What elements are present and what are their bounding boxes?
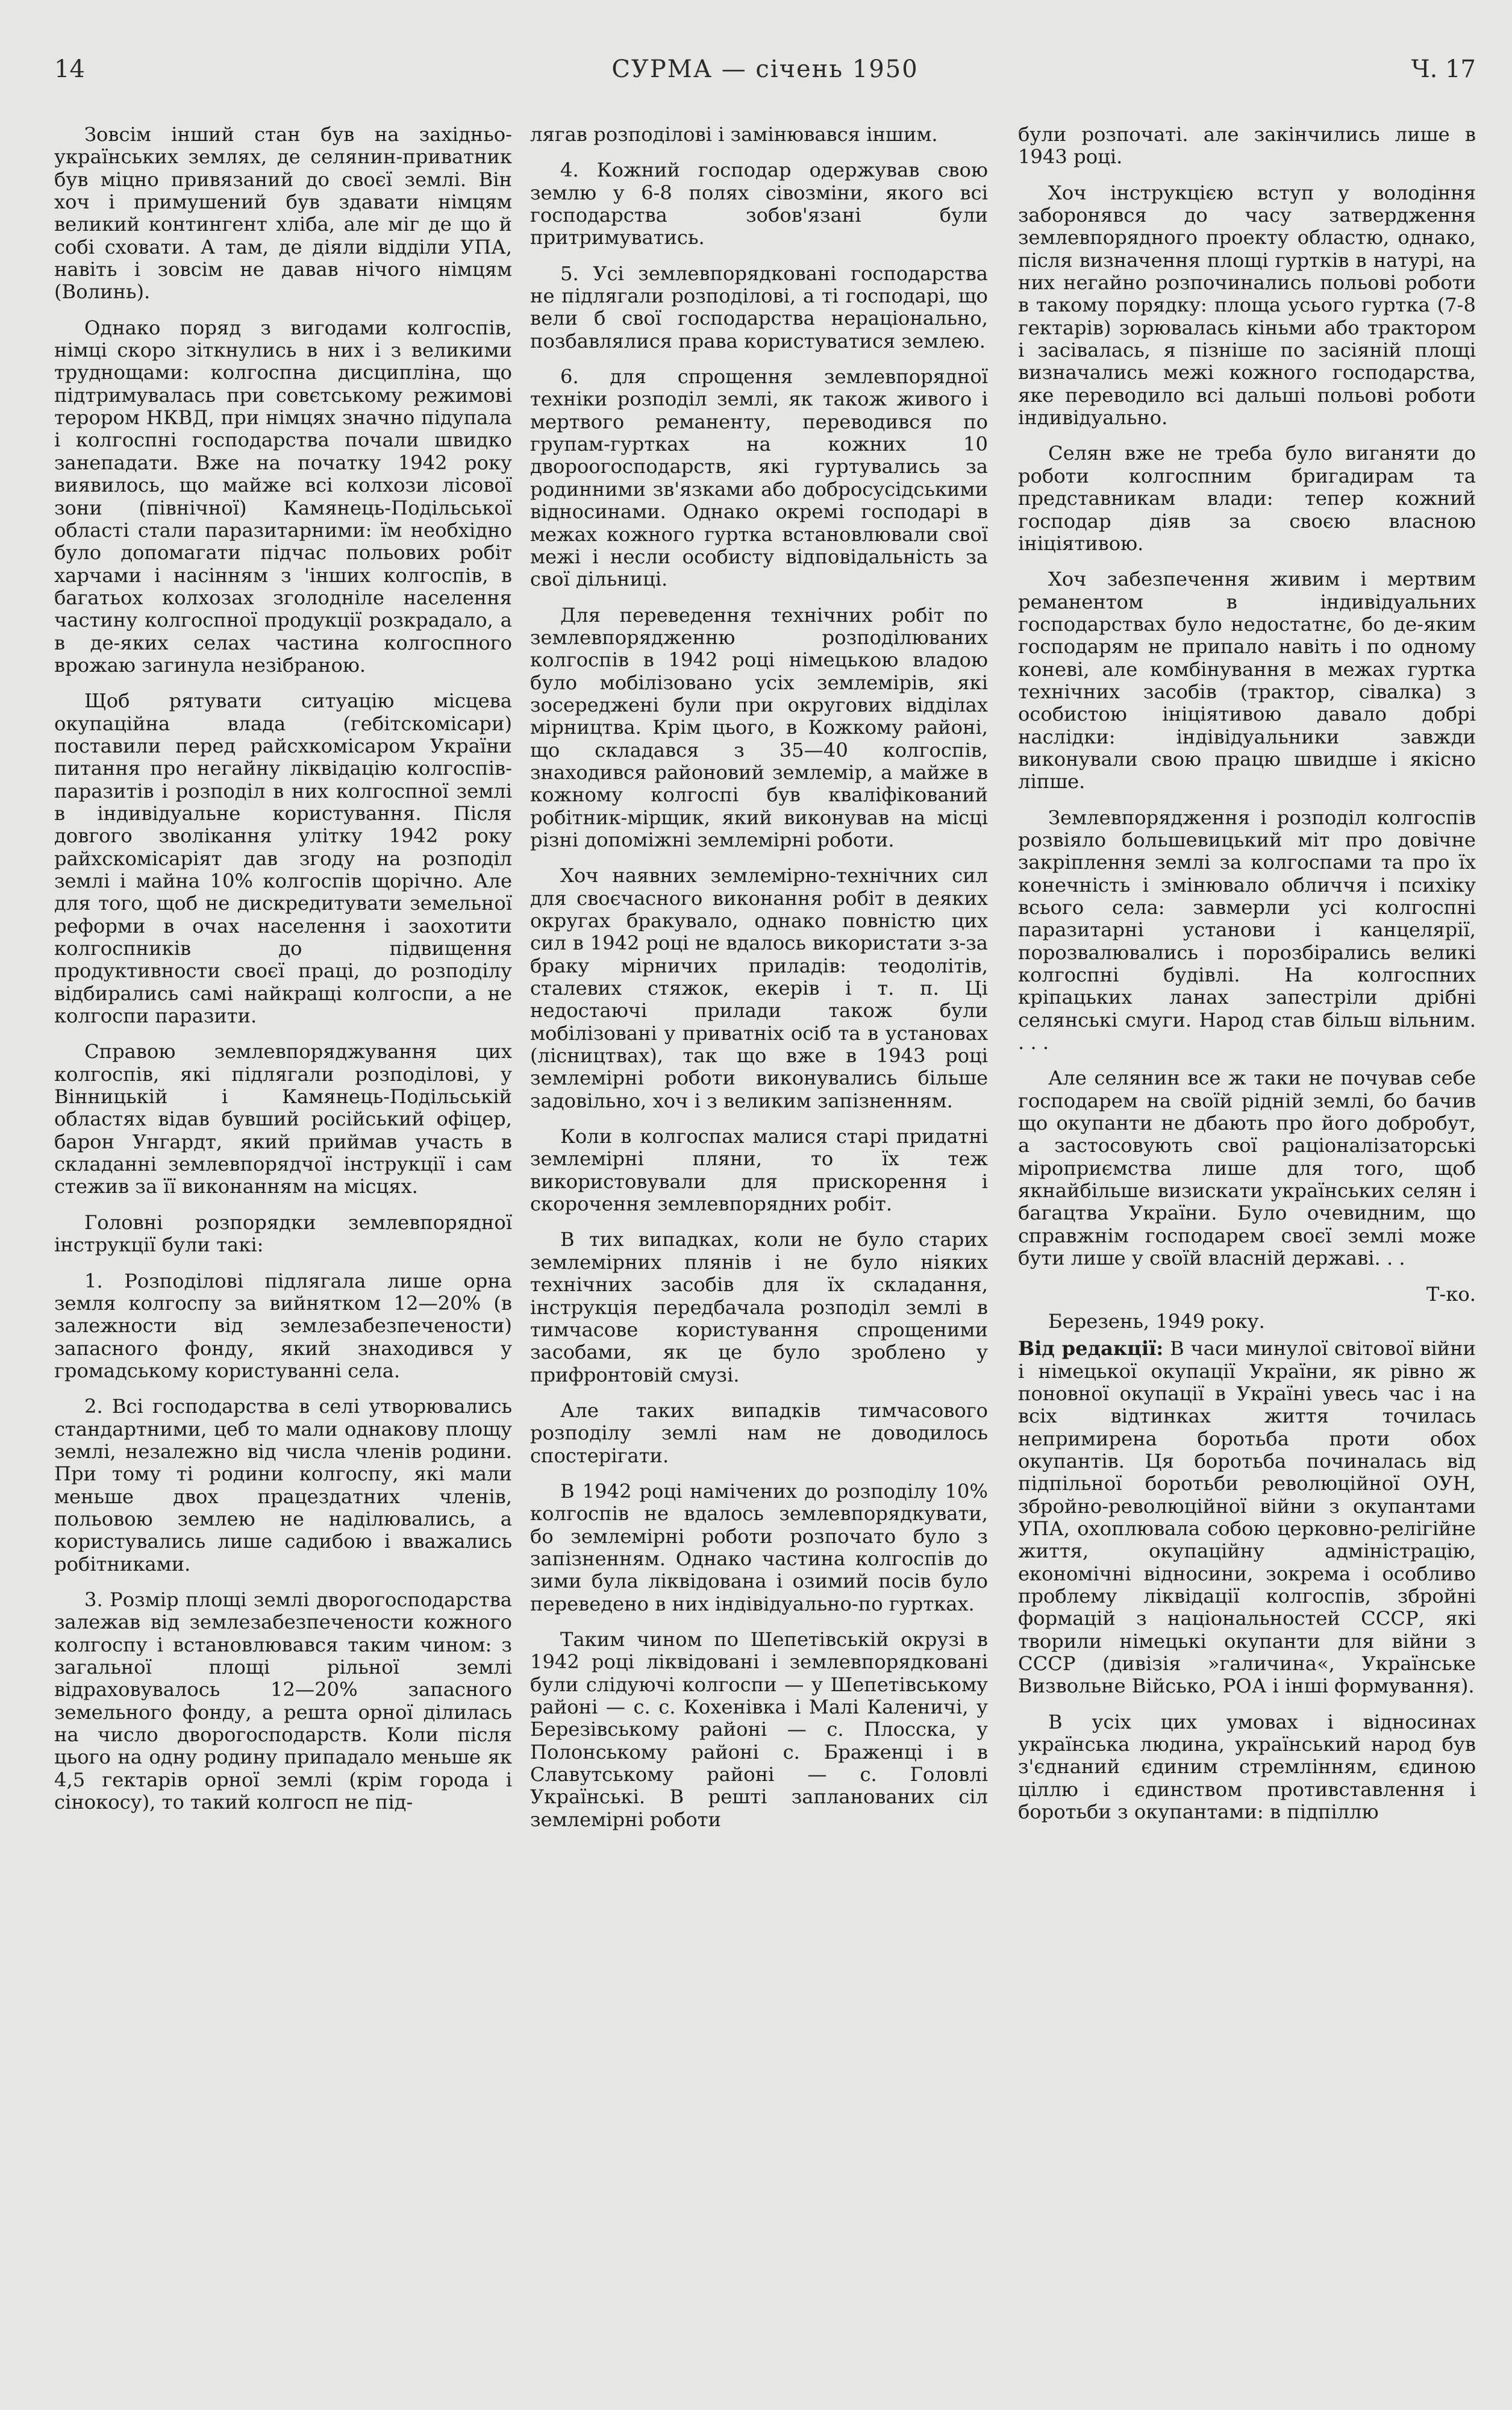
paragraph: Зовсім інший стан був на західньо-українських землях, де селянин-приватник був міцно привязаний до своєї землі. Він хоч і примушений був здавати німцям великий контингент хліба, але міг де що й собі сховати. А там, де діяли відділи УПА, навіть і зовсім не давав нічого німцям (Волинь). — [54, 123, 512, 304]
paragraph: Але таких випадків тимчасового розподілу землі нам не доводилось спостерігати. — [530, 1398, 988, 1467]
paragraph: Хоч забезпечення живим і мертвим реманентом в індивідуальних господарствах було недостатнє, бо де-яким господарям не припало навіть і по одному коневі, але комбінування в межах гуртка технічних засобів (трактор, сівалка) з особистою ініціятивою давало добрі наслідки: індівідуальники завжди виконували свою працю швидше і якісно ліпше. — [1018, 568, 1476, 793]
publication-title: СУРМА — січень 1950 — [611, 55, 919, 83]
paragraph: Хоч наявних землемірно-технічних сил для своєчасного виконання робіт в деяких округах бракувало, однако повністю цих сил в 1942 році не вдалось використати з-за браку мірничих приладів: теодолітів, сталевих стяжок, екерів і т. п. Ці недостаючі прилади також були мобілізовані у приватніх осіб та в установах (лісництвах), так що вже в 1943 році землемірні роботи виконувались більше задовільно, хоч і з великим запізненням. — [530, 864, 988, 1112]
paragraph: 2. Всі господарства в селі утворювались стандартними, цеб то мали однакову площу землі, незалежно від числа членів родини. При тому ті родини колгоспу, які мали меньше двох працездатних членів, польовою землею не наділювались, а користувались лише садибою і вважались робітниками. — [54, 1395, 512, 1576]
paragraph: Справою землевпоряджування цих колгоспів, які підлягали розподілові, у Вінницькій і Камянець-Подільській областях відав бувший російський офіцер, барон Унгардт, який приймав участь в складанні землевпорядчої інструкції і сам стежив за її виконанням на місцях. — [54, 1040, 512, 1198]
column-2 — [530, 124, 988, 1844]
editorial-text: В часи минулої світової війни і німецької окупації України, як рівно ж поновної окупації в Україні увесь час і на всіх відтинках життя точилась непримирена боротьба проти обох окупантів. Ця боротьба починалась від підпільної боротьби революційної ОУН, збройно-революційної війни з окупантами УПА, охоплювала собою церковно-релігійне життя, окупаційну адміністрацію, економічні відносини, зокрема і особливо проблему ліквідації колгоспів, збройні формацій з національностей СССР, які творили німецькі окупанти для війни з СССР (дивізія »галичина«, Українське Визвольне Військо, РОА і інші формування). — [1018, 1337, 1476, 1698]
paragraph: Головні розпорядки землевпорядної інструкції були такі: — [54, 1210, 512, 1257]
column-3 — [1018, 124, 1476, 1836]
paragraph: Щоб рятувати ситуацію місцева окупаційна влада (гебітскомісари) поставили перед райсхкомісаром України питання про негайну ліквідацію колгоспів-паразитів і розподіл в них колгоспної землі в індивідуальне користування. Після довгого зволікання улітку 1942 року райхскомісаріят дав згоду на розподіл землі і майна 10% колгоспів щорічно. Але для того, щоб не дискредитувати земельної реформи в очах населення і заохотити колгоспників до підвищення продуктивности своєї праці, до розподілу відбирались самі найкращі колгоспи, а не колгоспи паразити. — [54, 689, 512, 1028]
paragraph: лягав розподілові і замінювався іншим. — [530, 123, 938, 146]
paragraph: В тих випадках, коли не було старих землемірних плянів і не було ніяких технічних засобів для їх складання, інструкція передбачала розподіл землі в тимчасове користування спрощеними засобами, як це було зроблено у прифронтовій смузі. — [530, 1228, 988, 1386]
paragraph: Але селянин все ж таки не почував себе господарем на своїй рідній землі, бо бачив що окупанти не дбають про його добробут, а застосовують свої раціоналізаторські міроприємства лише для того, щоб якнайбільше визискати українських селян і багацтва України. Було очевидним, що справжнім господарем своєї землі може бути лише у своїй власній державі. . . — [1018, 1066, 1476, 1270]
page-number: 14 — [54, 55, 85, 83]
paragraph: Для переведення технічних робіт по землевпорядженню розподілюваних колгоспів в 1942 році німецькою владою було мобілізовано усіх землемірів, які зосереджені були при округових відділах мірництва. Крім цього, в Кожкому районі, що складався з 35—40 колгоспів, знаходився районовий землемір, а майже в кожному колгоспі був кваліфікований робітник-мірщик, який виконував на місці різні допоміжні землемірні роботи. — [530, 603, 988, 851]
paragraph: В 1942 році намічених до розподілу 10% колгоспів не вдалось землевпорядкувати, бо землемірні роботи розпочато було з запізненням. Однако частина колгоспів до зими була ліквідована і озимий посів було переведено в них індівідуально-по гуртках. — [530, 1479, 988, 1615]
paragraph: були розпочаті. але закінчились лише в 1943 році. — [1018, 123, 1476, 169]
paragraph: Землевпорядження і розподіл колгоспів розвіяло большевицький міт про довічне закріплення землі за колгоспами та про їх конечність і змінювало обличчя і психіку всього села: завмерли усі колгоспні паразитарні установи і канцелярії, порозвалювались і порозбірались великі колгоспні будівлі. На колгоспних кріпацьких ланах запестріли дрібні селянські смуги. Народ став більш вільним. . . . — [1018, 806, 1476, 1054]
paragraph: 5. Усі землевпорядковані господарства не підлягали розподілові, а ті господарі, що вели б свої господарства нераціонально, позбавлялися права користуватися землею. — [530, 261, 988, 352]
author-signature: Т-ко. — [1426, 1282, 1476, 1306]
editorial-label: Від редакції: — [1018, 1337, 1164, 1360]
page-header — [54, 55, 1476, 89]
paragraph: Таким чином по Шепетівській окрузі в 1942 році ліквідовані і землевпорядковані були слідуючі колгоспи — у Шепетівському районі — с. с. Кохенівка і Малі Каленичі, у Березівському районі — с. Плосска, у Полонському районі с. Браженці і в Славутському районі — с. Головлі Українські. В решті запланованих сіл землемірні роботи — [530, 1627, 988, 1831]
paragraph: 6. для спрощення землевпорядної техніки розподіл землі, як також живого і мертвого реманенту, переводився по групам-гуртках на кожних 10 двороогосподарств, які гуртувались за родинними зв'язками або добросусідськими відносинами. Однако окремі господарі в межах кожного гуртка встановлювали свої межі і несли особисту відповідальність за свої дільниці. — [530, 365, 988, 591]
column-1 — [54, 124, 512, 1827]
paragraph: 4. Кожний господар одержував свою землю у 6-8 полях сівозміни, якого всі господарства зобов'язані були притримуватись. — [530, 158, 988, 249]
paragraph: 1. Розподілові підлягала лише орна земля колгоспу за вийнятком 12—20% (в залежности від землезабезпечености) запасного фонду, який знаходився у громадському користуванні села. — [54, 1269, 512, 1382]
paragraph: В усіх цих умовах і відносинах українська людина, український народ був з'єднаний єдиним стремлінням, єдиною ціллю і єдинством противставлення і боротьби з окупантами: в підпіллю — [1018, 1710, 1476, 1824]
paragraph: Хоч інструкцією вступ у володіння заборонявся до часу затвердження землевпорядного проекту областю, однако, після визначення площі гуртків в натурі, на них негайно розпочинались польові роботи в такому порядку: площа усього гуртка (7-8 гектарів) зорювалась кіньми або трактором і засівалась, я пізніше по засіяній площі визначались межі кожного господарства, яке переводило всі дальші польові роботи індивідуально. — [1018, 181, 1476, 430]
paragraph: Коли в колгоспах малися старі придатні землемірні пляни, то їх теж використовували для прискорення і скорочення землевпорядних робіт. — [530, 1125, 988, 1216]
article-date: Березень, 1949 року. — [1048, 1309, 1265, 1333]
paragraph: 3. Розмір площі землі дворогосподарства залежав від землезабезпечености кожного колгоспу і встановлювався таким чином: з загальної площі рільної землі відраховувалось 12—20% запасного земельного фонду, а решта орної ділилась на число дворогосподарств. Коли після цього на одну родину припадало меньше як 4,5 гектарів орної землі (крім города і сінокосу), то такий колгосп не під- — [54, 1588, 512, 1814]
editorial-note — [1018, 1338, 1476, 1698]
paragraph: Однако поряд з вигодами колгоспів, німці скоро зіткнулись в них і з великими труднощами: колгоспна дисципліна, що підтримувалась при совєтському режимові терором НКВД, при німцях значно підупала і колгоспні господарства почали швидко занепадати. Вже на початку 1942 року виявилось, що майже всі колхози лісової зони (північної) Камянець-Подільської області стали паразитарними: їм необхідно було допомагати підчас польових робіт харчами і насінням з 'інших колгоспів, в багатьох колхозах зголодніле населення частину колгоспної продукції розкрадало, а в де-яких селах частина колгоспного врожаю загинула незібраною. — [54, 316, 512, 677]
issue-number: Ч. 17 — [1411, 55, 1476, 83]
paragraph: Селян вже не треба було виганяти до роботи колгоспним бригадирам та представникам влади: тепер кожний господар діяв за своєю власною ініціятивою. — [1018, 442, 1476, 555]
